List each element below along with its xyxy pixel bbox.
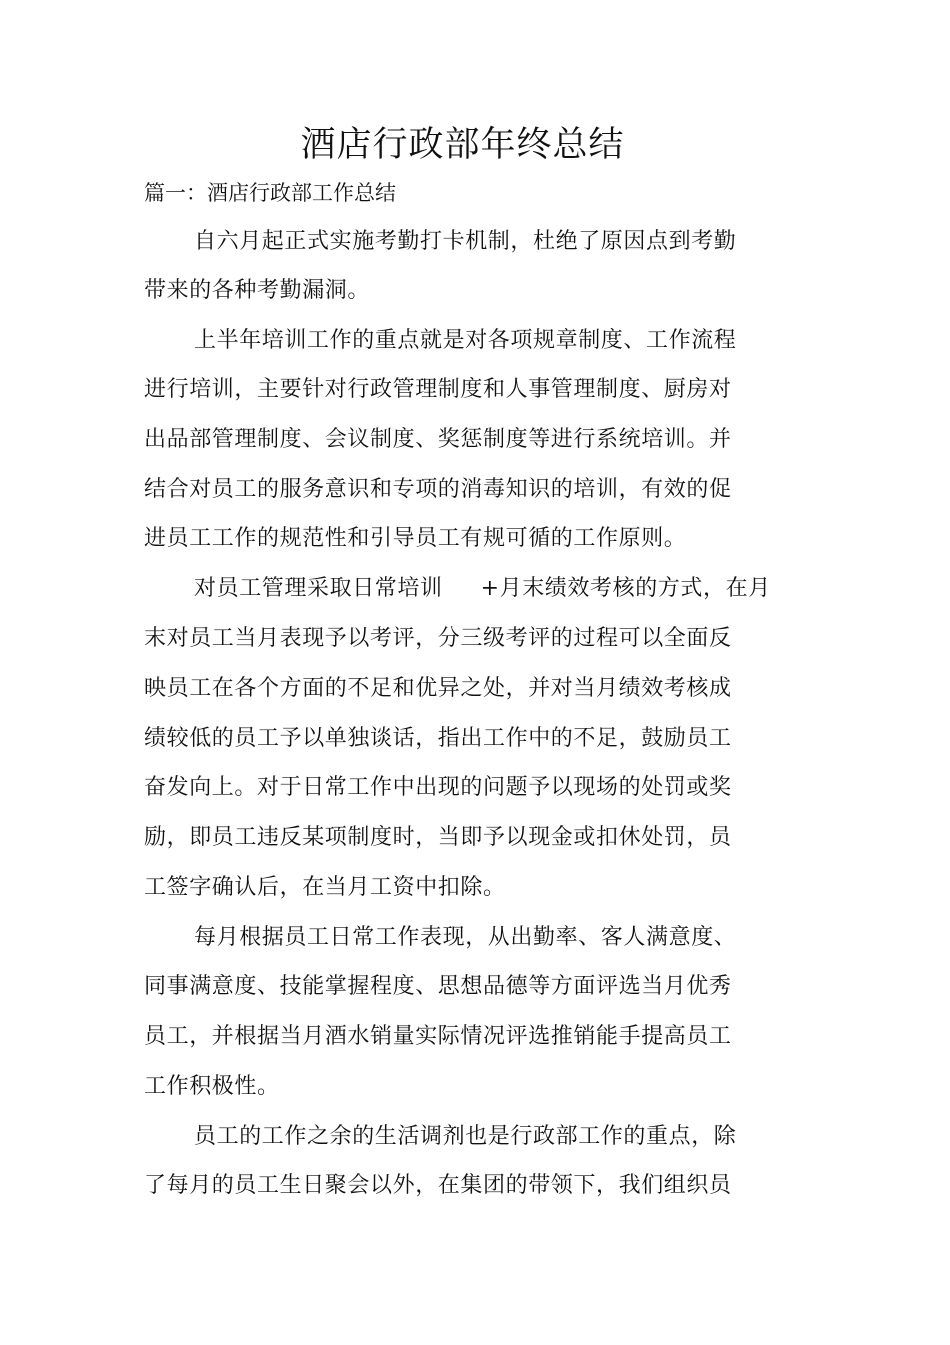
section-heading: 篇一：酒店行政部工作总结	[144, 181, 396, 205]
paragraph-line: 同事满意度、技能掌握程度、思想品德等方面评选当月优秀	[144, 974, 732, 999]
paragraph-line: 末对员工当月表现予以考评，分三级考评的过程可以全面反	[144, 626, 732, 651]
paragraph-line: 带来的各种考勤漏洞。	[144, 278, 371, 303]
document-title: 酒店行政部年终总结	[300, 125, 625, 165]
paragraph-line: 员工的工作之余的生活调剂也是行政部工作的重点，除	[194, 1124, 737, 1149]
paragraph-line: 映员工在各个方面的不足和优异之处，并对当月绩效考核成	[144, 676, 732, 701]
paragraph-line: 励，即员工违反某项制度时，当即予以现金或扣休处罚，员	[144, 825, 732, 850]
paragraph-line: 对员工管理采取日常培训 +月末绩效考核的方式，在月	[194, 576, 771, 601]
paragraph-line: 奋发向上。对于日常工作中出现的问题予以现场的处罚或奖	[144, 775, 732, 800]
paragraph-line: 上半年培训工作的重点就是对各项规章制度、工作流程	[194, 328, 737, 353]
paragraph-line: 自六月起正式实施考勤打卡机制，杜绝了原因点到考勤	[194, 229, 737, 254]
paragraph-line: 工签字确认后，在当月工资中扣除。	[144, 875, 506, 900]
paragraph-line: 进行培训，主要针对行政管理制度和人事管理制度、厨房对	[144, 377, 732, 402]
paragraph-line: 结合对员工的服务意识和专项的消毒知识的培训，有效的促	[144, 477, 732, 502]
paragraph-line: 工作积极性。	[144, 1074, 280, 1099]
paragraph-line: 了每月的员工生日聚会以外，在集团的带领下，我们组织员	[144, 1173, 732, 1198]
paragraph-line: 绩较低的员工予以单独谈话，指出工作中的不足，鼓励员工	[144, 726, 732, 751]
paragraph-line: 每月根据员工日常工作表现，从出勤率、客人满意度、	[194, 925, 737, 950]
paragraph-line: 员工，并根据当月酒水销量实际情况评选推销能手提高员工	[144, 1024, 732, 1049]
paragraph-line: 出品部管理制度、会议制度、奖惩制度等进行系统培训。并	[144, 427, 732, 452]
paragraph-line: 进员工工作的规范性和引导员工有规可循的工作原则。	[144, 526, 687, 551]
